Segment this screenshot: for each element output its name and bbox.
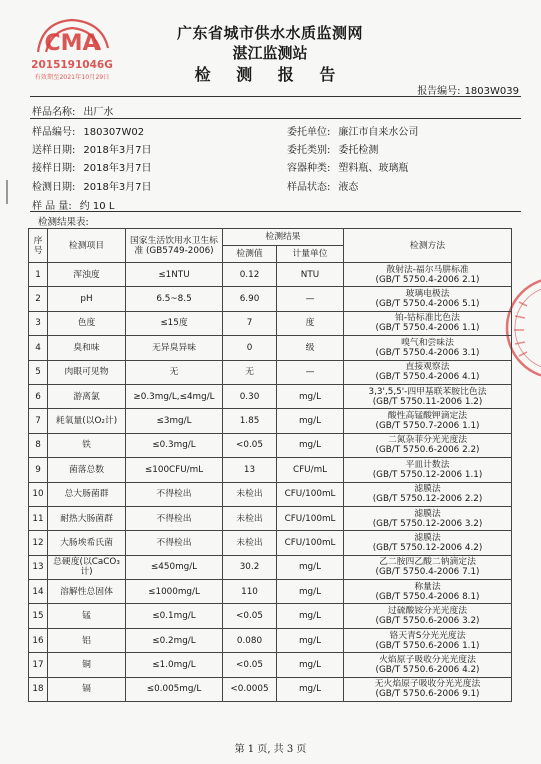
report-number-label: 报告编号: — [417, 86, 461, 97]
cell-no: 15 — [29, 604, 48, 628]
col-value-header: 检测值 — [223, 246, 277, 263]
method-name: 酸性高锰酸钾滴定法 — [387, 411, 468, 422]
table-caption: 检测结果表: — [38, 217, 89, 228]
cell-method — [344, 580, 512, 604]
receive-date-value: 2018年3月7日 — [83, 163, 152, 174]
sample-id-value: 180307W02 — [83, 127, 145, 138]
method-standard: (GB/T 5750.12-2006 3.2) — [372, 518, 483, 529]
cell-standard: ≤0.005mg/L — [126, 677, 223, 701]
cell-method — [344, 287, 512, 311]
table-row — [29, 604, 512, 628]
send-date-value: 2018年3月7日 — [83, 145, 152, 156]
container-label: 容器种类: — [287, 163, 331, 174]
cell-no: 4 — [29, 336, 48, 360]
cell-item: 溶解性总固体 — [48, 580, 126, 604]
page-number: 第 1 页, 共 3 页 — [234, 744, 307, 755]
cell-item: 肉眼可见物 — [48, 360, 126, 384]
cell-value: 0.080 — [223, 628, 277, 652]
cell-item: 铁 — [48, 433, 126, 457]
cell-value: 110 — [223, 580, 277, 604]
table-row — [29, 458, 512, 482]
cell-item: 总大肠菌群 — [48, 482, 126, 506]
cell-standard: ≤450mg/L — [126, 555, 223, 579]
cell-item: pH — [48, 287, 126, 311]
cell-unit: mg/L — [277, 580, 344, 604]
cell-method — [344, 263, 512, 287]
inspect-type-value: 委托检测 — [338, 145, 379, 156]
info-divider — [30, 118, 521, 119]
table-row — [29, 653, 512, 677]
cell-item: 镉 — [48, 677, 126, 701]
container-value: 塑料瓶、玻璃瓶 — [338, 163, 409, 174]
cell-standard: 不得检出 — [126, 506, 223, 530]
cell-method — [344, 433, 512, 457]
header-divider — [30, 96, 521, 97]
cell-unit: CFU/100mL — [277, 506, 344, 530]
cell-unit: mg/L — [277, 409, 344, 433]
cell-no: 13 — [29, 555, 48, 579]
cell-value: 7 — [223, 311, 277, 335]
test-date-value: 2018年3月7日 — [83, 182, 152, 193]
cell-method — [344, 677, 512, 701]
cell-value: <0.05 — [223, 653, 277, 677]
seal-code: 2015191046G — [31, 59, 113, 71]
method-name: 玻璃电极法 — [405, 289, 450, 300]
cell-no: 17 — [29, 653, 48, 677]
cell-standard: ≤0.1mg/L — [126, 604, 223, 628]
cell-no: 11 — [29, 506, 48, 530]
state-label: 样品状态: — [287, 182, 331, 193]
cell-standard: 6.5~8.5 — [126, 287, 223, 311]
cell-unit: 度 — [277, 311, 344, 335]
method-standard: (GB/T 5750.4-2006 5.1) — [375, 299, 480, 310]
table-row — [29, 628, 512, 652]
cell-no: 2 — [29, 287, 48, 311]
cell-no: 9 — [29, 458, 48, 482]
sample-name-label: 样品名称: — [32, 107, 76, 118]
cell-item: 菌落总数 — [48, 458, 126, 482]
cell-unit: 级 — [277, 336, 344, 360]
cell-value: 1.85 — [223, 409, 277, 433]
cell-value: 13 — [223, 458, 277, 482]
report-title: 检 测 报 告 — [194, 65, 346, 84]
margin-mark — [6, 180, 8, 204]
cell-item: 耗氧量(以O₂计) — [48, 409, 126, 433]
seal-expiry: 有效期至2021年10月29日 — [34, 74, 110, 81]
cell-value: 未检出 — [223, 482, 277, 506]
cell-unit: mg/L — [277, 433, 344, 457]
cell-unit: CFU/mL — [277, 458, 344, 482]
table-row — [29, 433, 512, 457]
cell-standard: ≤1.0mg/L — [126, 653, 223, 677]
send-date-row — [32, 141, 152, 156]
col-no-header: 序号 — [29, 229, 48, 263]
method-standard: (GB/T 5750.12-2006 1.1) — [372, 469, 483, 480]
method-name: 滤膜法 — [414, 484, 441, 495]
state-value: 液态 — [338, 182, 359, 193]
report-number-value: 1803W039 — [464, 86, 519, 97]
method-name: 3,3',5,5'-四甲基联苯胺比色法 — [368, 386, 487, 397]
col-item-header: 检测项目 — [48, 229, 126, 263]
table-row — [29, 482, 512, 506]
method-standard: (GB/T 5750.7-2006 1.1) — [375, 421, 480, 432]
method-name: 滤膜法 — [414, 532, 441, 543]
cell-value: 未检出 — [223, 531, 277, 555]
cell-value: <0.0005 — [223, 677, 277, 701]
report-station-title: 湛江监测站 — [232, 44, 308, 62]
method-name: 无火焰原子吸收分光光度法 — [374, 679, 481, 690]
method-standard: (GB/T 5750.11-2006 1.2) — [372, 396, 483, 407]
method-standard: (GB/T 5750.6-2006 2.2) — [375, 445, 480, 456]
col-result-group-header: 检测结果 — [223, 229, 344, 246]
client-row — [287, 123, 418, 138]
cell-no: 14 — [29, 580, 48, 604]
method-name: 铂-钴标准比色法 — [395, 313, 460, 324]
method-name: 乙二胺四乙酸二钠滴定法 — [379, 557, 476, 568]
test-date-row — [32, 178, 152, 193]
cell-unit: — — [277, 287, 344, 311]
cell-standard: ≤0.3mg/L — [126, 433, 223, 457]
table-row — [29, 287, 512, 311]
cell-item: 铝 — [48, 628, 126, 652]
cell-no: 3 — [29, 311, 48, 335]
cell-standard: 不得检出 — [126, 482, 223, 506]
sample-id-row — [32, 123, 144, 138]
method-standard: (GB/T 5750.4-2006 1.1) — [375, 323, 480, 334]
cell-method — [344, 531, 512, 555]
table-row — [29, 580, 512, 604]
cell-no: 8 — [29, 433, 48, 457]
sample-name-value: 出厂水 — [83, 107, 114, 118]
cell-unit: mg/L — [277, 677, 344, 701]
method-name: 直接观察法 — [405, 362, 450, 373]
cell-item: 游离氯 — [48, 384, 126, 408]
cell-standard: ≤3mg/L — [126, 409, 223, 433]
method-standard: (GB/T 5750.12-2006 2.2) — [372, 494, 483, 505]
cell-standard: ≥0.3mg/L,≤4mg/L — [126, 384, 223, 408]
inspect-type-row — [287, 141, 378, 156]
method-standard: (GB/T 5750.4-2006 8.1) — [375, 591, 480, 602]
cell-value: 6.90 — [223, 287, 277, 311]
table-row — [29, 384, 512, 408]
cell-value: <0.05 — [223, 433, 277, 457]
method-standard: (GB/T 5750.4-2006 7.1) — [375, 567, 480, 578]
method-standard: (GB/T 5750.6-2006 9.1) — [375, 689, 480, 700]
cell-unit: — — [277, 360, 344, 384]
method-standard: (GB/T 5750.4-2006 3.1) — [375, 347, 480, 358]
cell-no: 5 — [29, 360, 48, 384]
table-row — [29, 409, 512, 433]
sample-id-label: 样品编号: — [32, 127, 76, 138]
cell-method — [344, 506, 512, 530]
cell-no: 1 — [29, 263, 48, 287]
cell-item: 锰 — [48, 604, 126, 628]
table-row — [29, 555, 512, 579]
method-name: 平皿计数法 — [405, 459, 450, 470]
quantity-row — [32, 197, 114, 212]
sample-name-row — [32, 103, 113, 118]
cell-item: 铜 — [48, 653, 126, 677]
table-row — [29, 677, 512, 701]
cell-value: <0.05 — [223, 604, 277, 628]
cell-no: 12 — [29, 531, 48, 555]
seal-letters: CMA — [44, 31, 100, 56]
method-standard: (GB/T 5750.4-2006 4.1) — [375, 372, 480, 383]
method-name: 铬天青S分光光度法 — [389, 630, 466, 641]
cell-unit: mg/L — [277, 555, 344, 579]
cma-seal — [8, 8, 136, 88]
cell-value: 未检出 — [223, 506, 277, 530]
cell-item: 臭和味 — [48, 336, 126, 360]
cell-value: 无 — [223, 360, 277, 384]
client-label: 委托单位: — [287, 127, 331, 138]
client-value: 廉江市自来水公司 — [338, 127, 419, 138]
cell-item: 总硬度(以CaCO₃计) — [48, 555, 126, 579]
cell-standard: ≤100CFU/mL — [126, 458, 223, 482]
cell-standard: ≤15度 — [126, 311, 223, 335]
cell-method — [344, 336, 512, 360]
info-bottom-divider — [30, 211, 521, 212]
cell-unit: mg/L — [277, 384, 344, 408]
method-name: 嗅气和尝味法 — [401, 337, 454, 348]
cell-no: 10 — [29, 482, 48, 506]
method-name: 过硫酸铵分光光度法 — [387, 606, 468, 617]
table-row — [29, 360, 512, 384]
col-unit-header: 计量单位 — [277, 246, 344, 263]
report-number — [413, 82, 519, 97]
cell-unit: NTU — [277, 263, 344, 287]
cell-method — [344, 653, 512, 677]
cell-standard: 无异臭异味 — [126, 336, 223, 360]
table-row — [29, 506, 512, 530]
cell-method — [344, 384, 512, 408]
cell-method — [344, 555, 512, 579]
state-row — [287, 178, 358, 193]
cell-method — [344, 311, 512, 335]
cell-standard: ≤1000mg/L — [126, 580, 223, 604]
cell-value: 30.2 — [223, 555, 277, 579]
receive-date-label: 接样日期: — [32, 163, 76, 174]
results-table — [28, 228, 512, 702]
cell-method — [344, 360, 512, 384]
table-row — [29, 336, 512, 360]
cell-item: 浑浊度 — [48, 263, 126, 287]
report-org-title: 广东省城市供水水质监测网 — [176, 24, 363, 42]
receive-date-row — [32, 159, 152, 174]
method-standard: (GB/T 5750.6-2006 4.2) — [375, 664, 480, 675]
cell-unit: mg/L — [277, 628, 344, 652]
cell-unit: CFU/100mL — [277, 531, 344, 555]
table-row — [29, 531, 512, 555]
col-standard-header: 国家生活饮用水卫生标准 (GB5749-2006) — [126, 229, 223, 263]
method-name: 称量法 — [414, 581, 441, 592]
method-name: 散射法-福尔马肼标准 — [386, 264, 469, 275]
quantity-value: 约 10 L — [79, 201, 115, 212]
cell-value: 0.12 — [223, 263, 277, 287]
cell-item: 大肠埃希氏菌 — [48, 531, 126, 555]
cell-method — [344, 628, 512, 652]
method-standard: (GB/T 5750.12-2006 4.2) — [372, 542, 483, 553]
table-row — [29, 311, 512, 335]
cell-no: 16 — [29, 628, 48, 652]
cell-no: 6 — [29, 384, 48, 408]
cell-standard: 无 — [126, 360, 223, 384]
cell-method — [344, 458, 512, 482]
quantity-label: 样 品 量: — [32, 201, 72, 212]
cell-no: 18 — [29, 677, 48, 701]
method-name: 火焰原子吸收分光光度法 — [379, 654, 476, 665]
table-row — [29, 263, 512, 287]
cell-unit: CFU/100mL — [277, 482, 344, 506]
method-name: 滤膜法 — [414, 508, 441, 519]
send-date-label: 送样日期: — [32, 145, 76, 156]
cell-method — [344, 409, 512, 433]
cell-value: 0 — [223, 336, 277, 360]
cell-item: 色度 — [48, 311, 126, 335]
cell-method — [344, 482, 512, 506]
cell-unit: mg/L — [277, 653, 344, 677]
cell-standard: ≤1NTU — [126, 263, 223, 287]
cell-unit: mg/L — [277, 604, 344, 628]
inspect-type-label: 委托类别: — [287, 145, 331, 156]
cell-standard: ≤0.2mg/L — [126, 628, 223, 652]
col-method-header: 检测方法 — [344, 229, 512, 263]
cell-value: 0.30 — [223, 384, 277, 408]
cell-standard: 不得检出 — [126, 531, 223, 555]
method-standard: (GB/T 5750.6-2006 1.1) — [375, 640, 480, 651]
cell-item: 耐热大肠菌群 — [48, 506, 126, 530]
test-date-label: 检测日期: — [32, 182, 76, 193]
method-standard: (GB/T 5750.6-2006 3.2) — [375, 616, 480, 627]
cell-method — [344, 604, 512, 628]
method-standard: (GB/T 5750.4-2006 2.1) — [375, 274, 480, 285]
container-row — [287, 159, 408, 174]
method-name: 二氮杂菲分光光度法 — [387, 435, 468, 446]
cell-no: 7 — [29, 409, 48, 433]
